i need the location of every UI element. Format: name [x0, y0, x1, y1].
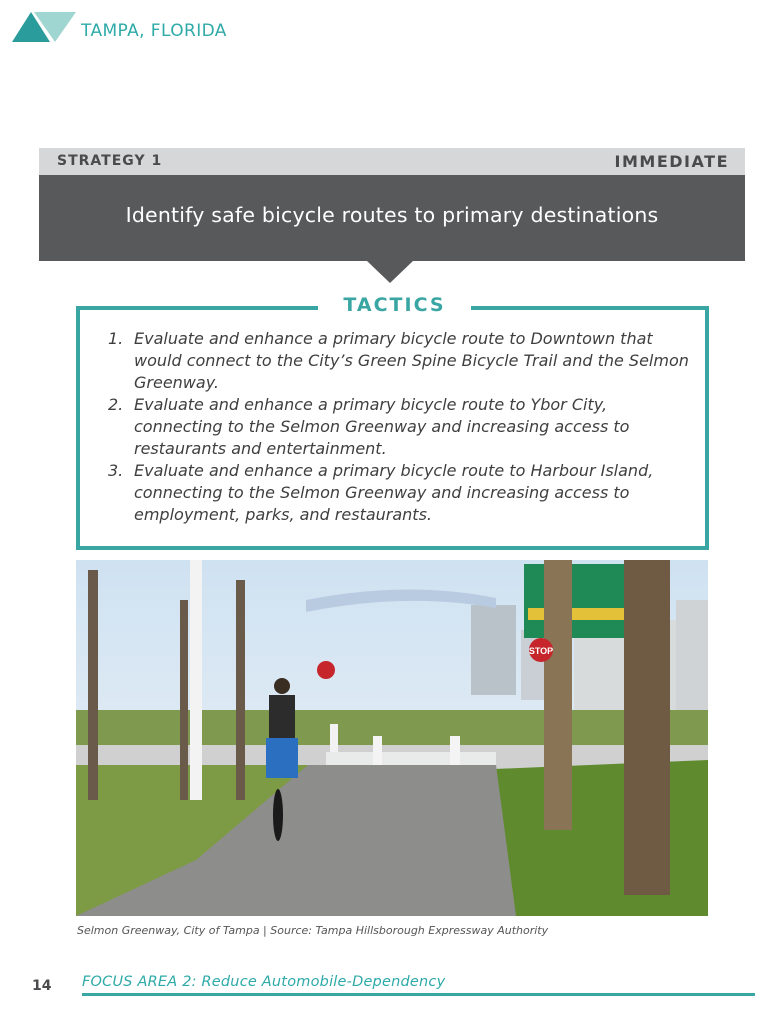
focus-area-title: FOCUS AREA 2: Reduce Automobile-Dependency: [82, 974, 446, 990]
greenway-photo: [76, 560, 708, 916]
list-item-number: 1.: [108, 329, 124, 348]
list-item-text: Evaluate and enhance a primary bicycle route to Harbour Island, connecting to the Selmon Greenway and increasing access to employment, parks, and restaurants.: [134, 461, 654, 524]
strategy-headline-box: [39, 175, 745, 261]
list-item-number: 3.: [108, 461, 124, 480]
city-name: TAMPA, FLORIDA: [81, 21, 227, 41]
headline-pointer: [366, 260, 414, 283]
tactics-list: [106, 328, 691, 526]
strategy-bar: [39, 148, 745, 175]
tactics-title: TACTICS: [318, 294, 471, 316]
list-item-number: 2.: [108, 395, 124, 414]
page-number: 14: [32, 978, 52, 994]
photo-caption: Selmon Greenway, City of Tampa | Source: Tampa Hillsborough Expressway Authority: [77, 924, 549, 937]
timeline-label: IMMEDIATE: [614, 152, 729, 171]
city-logo-icon: [12, 12, 76, 44]
list-item-text: Evaluate and enhance a primary bicycle route to Downtown that would connect to the City’s Green Spine Bicycle Trail and the Selmon Greenway.: [134, 329, 689, 392]
stop-sign-text: STOP: [528, 646, 554, 656]
list-item: [106, 328, 691, 394]
list-item-text: Evaluate and enhance a primary bicycle route to Ybor City, connecting to the Selmon Greenway and increasing access to restaurants and entertainment.: [134, 395, 630, 458]
list-item: [106, 460, 691, 526]
greenway-photo-illustration: [76, 560, 708, 916]
list-item: [106, 394, 691, 460]
strategy-headline: Identify safe bicycle routes to primary destinations: [125, 203, 659, 227]
strategy-label: STRATEGY 1: [57, 153, 163, 169]
footer-rule: [82, 993, 755, 996]
